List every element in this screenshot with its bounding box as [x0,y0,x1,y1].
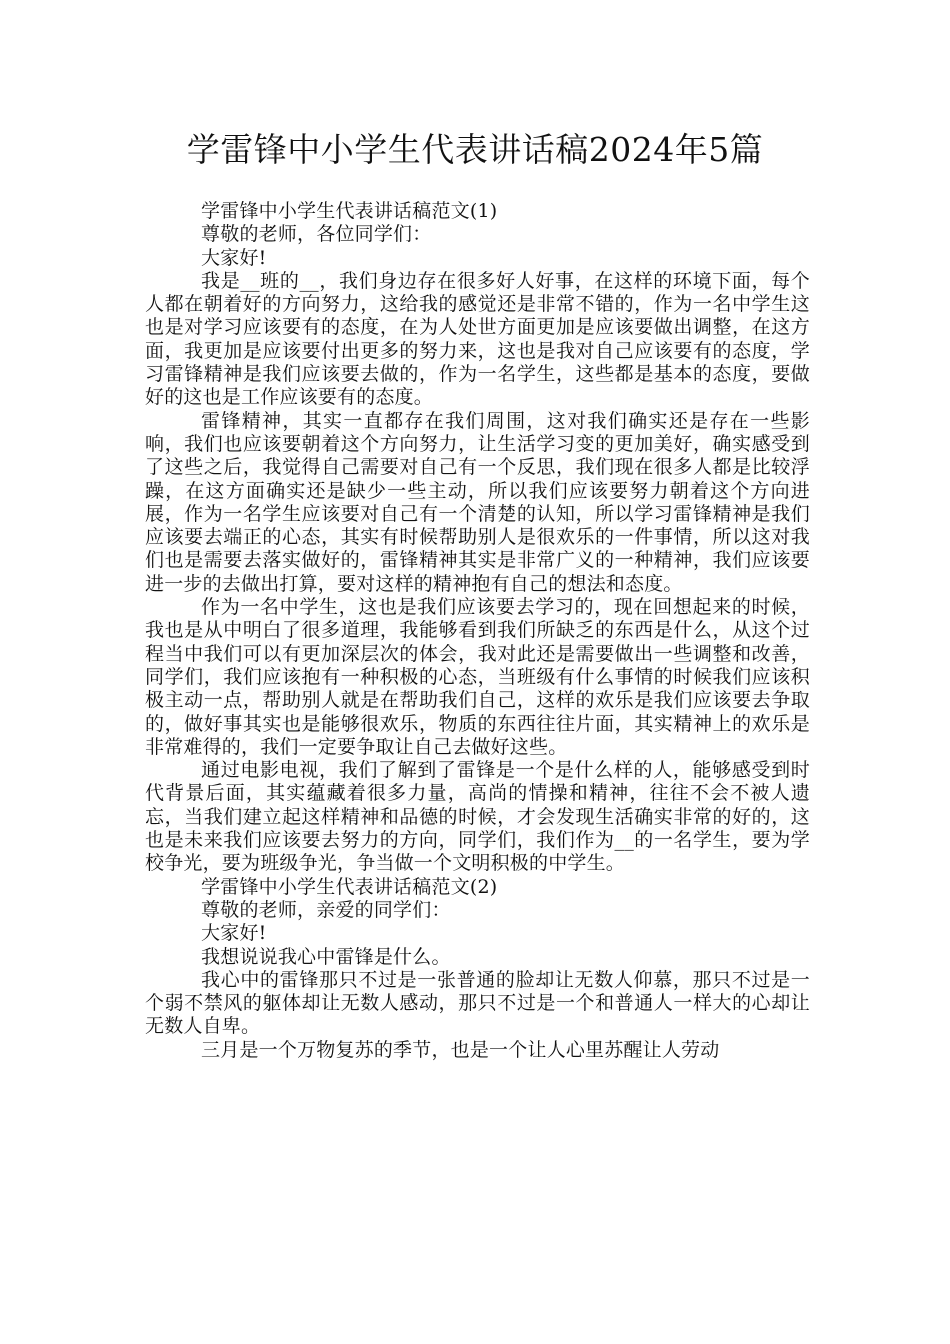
body-paragraph: 三月是一个万物复苏的季节，也是一个让人心里苏醒让人劳动 [201,1038,720,1061]
document-title: 学雷锋中小学生代表讲话稿2024年5篇 [186,130,764,169]
subheading-1: 学雷锋中小学生代表讲话稿范文(1) [201,200,498,222]
body-paragraph: 我是__班的__，我们身边存在很多好人好事，在这样的环境下面，每个人都在朝着好的方向努力，这给我的感觉还是非常不错的，作为一名中学生这也是对学习应该要有的态度，在为人处世方面更加是应该要做出调整，在这方面，我更加是应该要付出更多的努力来，这也是我对自己应该要有的态度，学习雷锋精神是我们应该要去做的，作为一名学生，这些都是基本的态度，要做好的这也是工作应该要有的态度。 [145,269,810,409]
body-paragraph: 作为一名中学生，这也是我们应该要去学习的，现在回想起来的时候，我也是从中明白了很多道理，我能够看到我们所缺乏的东西是什么，从这个过程当中我们可以有更加深层次的体会，我对此还是需要做出一些调整和改善，同学们，我们应该抱有一种积极的心态，当班级有什么事情的时候我们应该积极主动一点，帮助别人就是在帮助我们自己，这样的欢乐是我们应该要去争取的，做好事其实也是能够很欢乐，物质的东西往往片面，其实精神上的欢乐是非常难得的，我们一定要争取让自己去做好这些。 [145,596,810,758]
body-paragraph: 我想说说我心中雷锋是什么。 [201,945,451,968]
body-paragraph: 雷锋精神，其实一直都存在我们周围，这对我们确实还是存在一些影响，我们也应该要朝着这个方向努力，让生活学习变的更加美好，确实感受到了这些之后，我觉得自己需要对自己有一个反思，我们现在很多人都是比较浮躁，在这方面确实还是缺少一些主动，所以我们应该要努力朝着这个方向进展，作为一名学生应该要对自己有一个清楚的认知，所以学习雷锋精神是我们应该要去端正的心态，其实有时候帮助别人是很欢乐的一件事情，所以这对我们也是需要去落实做好的，雷锋精神其实是非常广义的一种精神，我们应该要进一步的去做出打算，要对这样的精神抱有自己的想法和态度。 [145,409,810,595]
body-paragraph: 我心中的雷锋那只不过是一张普通的脸却让无数人仰慕，那只不过是一个弱不禁风的躯体却让无数人感动，那只不过是一个和普通人一样大的心却让无数人自卑。 [145,968,810,1038]
salutation-1: 尊敬的老师，各位同学们： [201,223,432,246]
body-paragraph: 通过电影电视，我们了解到了雷锋是一个是什么样的人，能够感受到时代背景后面，其实蕴藏着很多力量，高尚的情操和精神，往往不会不被人遗忘，当我们建立起这样精神和品德的时候，才会发现生活确实非常的好的，这也是未来我们应该要去努力的方向，同学们，我们作为__的一名学生，要为学校争光，要为班级争光，争当做一个文明积极的中学生。 [145,759,810,875]
greeting-2: 大家好! [201,922,267,945]
greeting-1: 大家好! [201,246,267,269]
salutation-2: 尊敬的老师，亲爱的同学们： [201,898,451,921]
subheading-2: 学雷锋中小学生代表讲话稿范文(2) [201,875,498,898]
document-body [145,200,810,1062]
